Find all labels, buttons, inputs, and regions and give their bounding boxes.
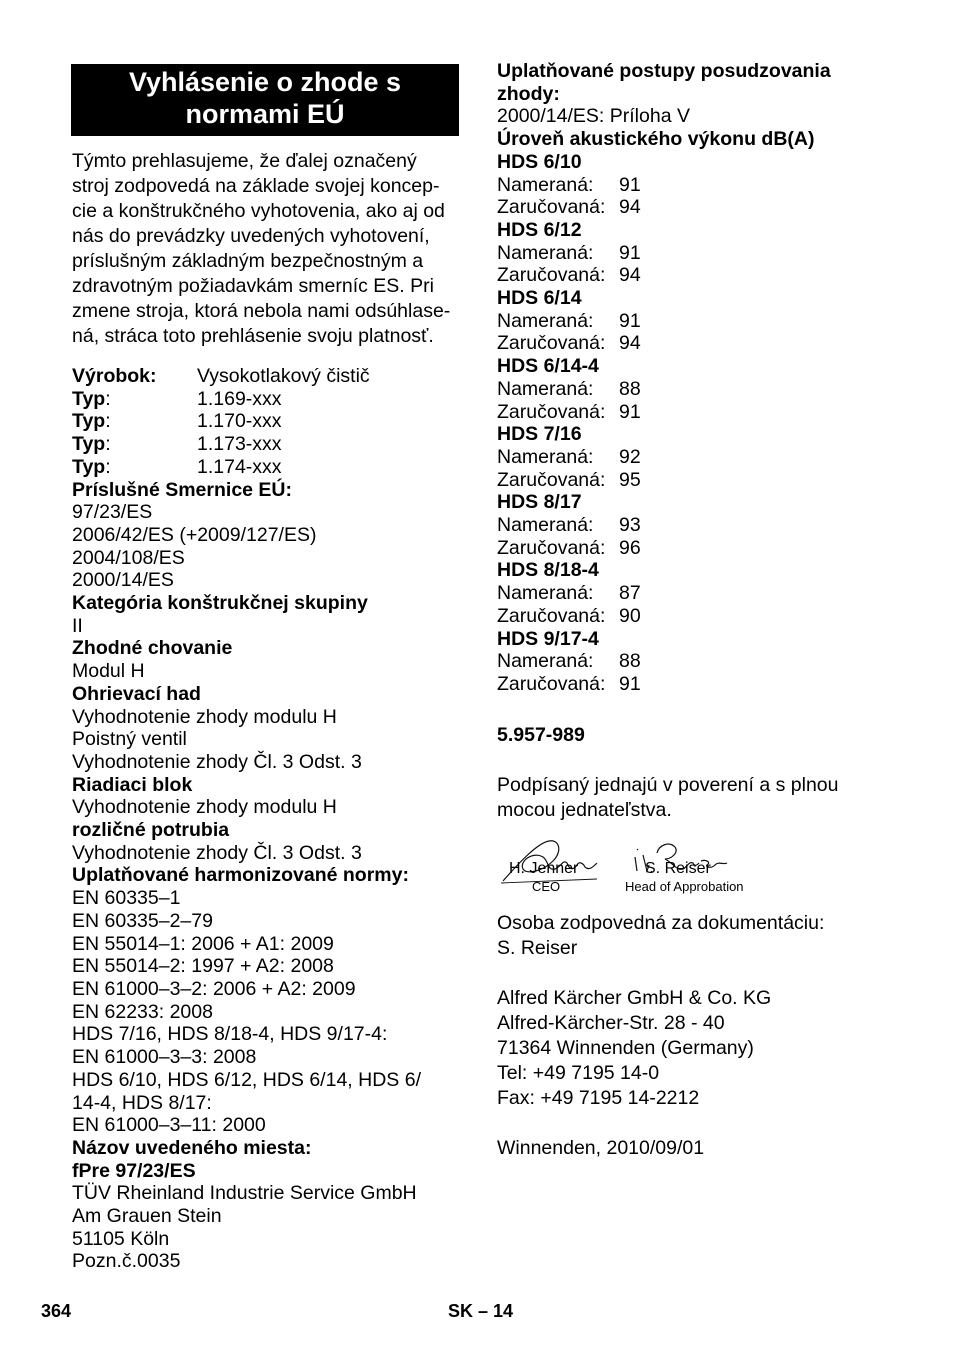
type-value: 1.169-xxx bbox=[197, 387, 282, 410]
type-row bbox=[72, 388, 462, 411]
type-label: Typ bbox=[72, 433, 106, 456]
type-colon: : bbox=[105, 455, 111, 478]
directives-heading: Príslušné Smernice EÚ: bbox=[72, 478, 293, 501]
type-label: Typ bbox=[72, 410, 106, 433]
measured-label: Nameraná: bbox=[497, 650, 594, 673]
norm-item: EN 61000–3–2: 2006 + A2: 2009 bbox=[72, 977, 356, 1000]
category-value: II bbox=[72, 614, 83, 637]
measured-value: 91 bbox=[619, 173, 641, 196]
norm-item: HDS 7/16, HDS 8/18-4, HDS 9/17-4: bbox=[72, 1023, 388, 1046]
guaranteed-value: 94 bbox=[619, 332, 641, 355]
norm-item: EN 60335–2–79 bbox=[72, 909, 213, 932]
address-line: Alfred Kärcher GmbH & Co. KG bbox=[497, 987, 772, 1010]
address-line: Alfred-Kärcher-Str. 28 - 40 bbox=[497, 1012, 725, 1035]
responsible-label: Osoba zodpovedná za dokumentáciu: bbox=[497, 912, 825, 935]
guaranteed-label: Zaručovaná: bbox=[497, 468, 606, 491]
intro-line: zdravotným požiadavkám smerníc ES. Pri bbox=[72, 275, 434, 297]
directive-item: 2004/108/ES bbox=[72, 546, 185, 569]
measured-label: Nameraná: bbox=[497, 582, 594, 605]
norm-item: EN 61000–3–3: 2008 bbox=[72, 1046, 257, 1069]
measured-label: Nameraná: bbox=[497, 241, 594, 264]
guaranteed-value: 94 bbox=[619, 196, 641, 219]
guaranteed-value: 95 bbox=[619, 468, 641, 491]
type-row bbox=[72, 410, 462, 433]
norm-item: 14-4, HDS 8/17: bbox=[72, 1091, 212, 1114]
responsible-name: S. Reiser bbox=[497, 937, 578, 960]
heating-line: Vyhodnotenie zhody modulu H bbox=[72, 705, 337, 728]
norm-item: EN 62233: 2008 bbox=[72, 1000, 213, 1023]
section-label: SK – 14 bbox=[448, 1301, 514, 1321]
measured-value: 88 bbox=[619, 377, 641, 400]
measured-label: Nameraná: bbox=[497, 514, 594, 537]
product-label: Výrobok: bbox=[72, 365, 157, 387]
model-block bbox=[497, 491, 897, 559]
guaranteed-label: Zaručovaná: bbox=[497, 536, 606, 559]
intro-line: zmene stroja, ktorá nebola nami odsúhlase- bbox=[72, 300, 451, 322]
measured-value: 87 bbox=[619, 582, 641, 605]
guaranteed-label: Zaručovaná: bbox=[497, 672, 606, 695]
intro-line: stroj zodpovedá na základe svojej koncep- bbox=[72, 175, 440, 197]
model-name: HDS 6/12 bbox=[497, 218, 582, 241]
model-name: HDS 7/16 bbox=[497, 423, 582, 446]
procedures-heading-cont: zhody: bbox=[497, 82, 560, 105]
type-value: 1.170-xxx bbox=[197, 410, 282, 433]
left-column bbox=[72, 64, 462, 1273]
guaranteed-label: Zaručovaná: bbox=[497, 400, 606, 423]
model-name: HDS 9/17-4 bbox=[497, 627, 599, 650]
norm-item: HDS 6/10, HDS 6/12, HDS 6/14, HDS 6/ bbox=[72, 1068, 421, 1091]
type-value: 1.174-xxx bbox=[197, 455, 282, 478]
model-block bbox=[497, 423, 897, 491]
intro-line: cie a konštrukčného vyhotovenia, ako aj od bbox=[72, 200, 445, 222]
procedures-value: 2000/14/ES: Príloha V bbox=[497, 105, 690, 128]
guaranteed-value: 90 bbox=[619, 604, 641, 627]
measured-value: 93 bbox=[619, 514, 641, 537]
model-block bbox=[497, 355, 897, 423]
measured-value: 88 bbox=[619, 650, 641, 673]
model-block bbox=[497, 151, 897, 219]
measured-label: Nameraná: bbox=[497, 173, 594, 196]
notified-body-line: TÜV Rheinland Industrie Service GmbH bbox=[72, 1182, 417, 1205]
measured-label: Nameraná: bbox=[497, 445, 594, 468]
spec-list bbox=[72, 365, 462, 1273]
product-row bbox=[72, 365, 462, 388]
type-label: Typ bbox=[72, 387, 106, 410]
type-row bbox=[72, 433, 462, 456]
model-block bbox=[497, 628, 897, 696]
heating-heading: Ohrievací had bbox=[72, 682, 201, 705]
type-value: 1.173-xxx bbox=[197, 433, 282, 456]
intro-line: príslušným základným bezpečnostným a bbox=[72, 250, 424, 272]
model-block bbox=[497, 219, 897, 287]
signed-text-cont: mocou jednateľstva. bbox=[497, 799, 672, 822]
signed-text: Podpísaný jednajú v poverení a s plnou bbox=[497, 774, 839, 797]
norm-item: EN 55014–1: 2006 + A1: 2009 bbox=[72, 932, 334, 955]
model-name: HDS 6/14 bbox=[497, 287, 582, 310]
product-value: Vysokotlakový čistič bbox=[197, 365, 370, 387]
notified-body-line: 51105 Köln bbox=[72, 1227, 170, 1250]
pipes-value: Vyhodnotenie zhody Čl. 3 Odst. 3 bbox=[72, 841, 362, 864]
signer2-name: S. Reiser bbox=[645, 860, 711, 878]
signature-block bbox=[497, 835, 897, 911]
norms-heading: Uplatňované harmonizované normy: bbox=[72, 864, 409, 887]
pipes-heading: rozličné potrubia bbox=[72, 819, 230, 842]
procedures-heading: Uplatňované postupy posudzovania bbox=[497, 60, 831, 82]
document-number: 5.957-989 bbox=[497, 723, 585, 746]
address-line: 71364 Winnenden (Germany) bbox=[497, 1037, 754, 1060]
measured-value: 92 bbox=[619, 445, 641, 468]
norm-item: EN 55014–2: 1997 + A2: 2008 bbox=[72, 955, 334, 978]
model-name: HDS 6/14-4 bbox=[497, 355, 599, 378]
guaranteed-value: 91 bbox=[619, 672, 641, 695]
guaranteed-label: Zaručovaná: bbox=[497, 196, 606, 219]
conformity-heading: Zhodné chovanie bbox=[72, 637, 233, 660]
measured-label: Nameraná: bbox=[497, 309, 594, 332]
page-title: Vyhlásenie o zhode s normami EÚ bbox=[71, 64, 459, 136]
model-name: HDS 8/18-4 bbox=[497, 559, 599, 582]
model-name: HDS 6/10 bbox=[497, 150, 582, 173]
sound-heading: Úroveň akustického výkonu dB(A) bbox=[497, 128, 815, 151]
intro-paragraph bbox=[72, 149, 462, 349]
measured-value: 91 bbox=[619, 309, 641, 332]
place-date: Winnenden, 2010/09/01 bbox=[497, 1137, 705, 1160]
type-row bbox=[72, 456, 462, 479]
measured-value: 91 bbox=[619, 241, 641, 264]
directive-item: 2006/42/ES (+2009/127/ES) bbox=[72, 523, 317, 546]
guaranteed-label: Zaručovaná: bbox=[497, 264, 606, 287]
page-number: 364 bbox=[41, 1301, 72, 1321]
address-line: Tel: +49 7195 14-0 bbox=[497, 1062, 660, 1085]
notified-body-line: Am Grauen Stein bbox=[72, 1205, 222, 1228]
right-column bbox=[497, 60, 897, 1161]
category-heading: Kategória konštrukčnej skupiny bbox=[72, 592, 368, 615]
model-block bbox=[497, 559, 897, 627]
type-colon: : bbox=[105, 433, 111, 456]
model-name: HDS 8/17 bbox=[497, 491, 582, 514]
heating-line: Vyhodnotenie zhody Čl. 3 Odst. 3 bbox=[72, 750, 362, 773]
signer1-role: CEO bbox=[532, 879, 561, 895]
heating-line: Poistný ventil bbox=[72, 728, 187, 751]
model-block bbox=[497, 287, 897, 355]
address-line: Fax: +49 7195 14-2212 bbox=[497, 1087, 700, 1110]
directive-item: 97/23/ES bbox=[72, 501, 153, 524]
intro-line: nás do prevádzky uvedených vyhotovení, bbox=[72, 225, 430, 247]
measured-label: Nameraná: bbox=[497, 377, 594, 400]
guaranteed-label: Zaručovaná: bbox=[497, 332, 606, 355]
intro-line: Týmto prehlasujeme, že ďalej označený bbox=[72, 150, 417, 172]
type-colon: : bbox=[105, 410, 111, 433]
guaranteed-value: 94 bbox=[619, 264, 641, 287]
guaranteed-value: 96 bbox=[619, 536, 641, 559]
control-value: Vyhodnotenie zhody modulu H bbox=[72, 796, 337, 819]
notified-body-line: Pozn.č.0035 bbox=[72, 1250, 181, 1273]
notified-body-heading: Názov uvedeného miesta: bbox=[72, 1136, 312, 1159]
signer1-name: H. Jenner bbox=[509, 860, 579, 878]
signer2-role: Head of Approbation bbox=[625, 879, 744, 895]
directive-item: 2000/14/ES bbox=[72, 569, 174, 592]
norm-item: EN 61000–3–11: 2000 bbox=[72, 1114, 266, 1137]
guaranteed-label: Zaručovaná: bbox=[497, 604, 606, 627]
intro-line: ná, stráca toto prehlásenie svoju platnosť. bbox=[72, 325, 434, 347]
conformity-value: Modul H bbox=[72, 660, 145, 683]
guaranteed-value: 91 bbox=[619, 400, 641, 423]
norm-item: EN 60335–1 bbox=[72, 887, 181, 910]
control-heading: Riadiaci blok bbox=[72, 773, 193, 796]
type-colon: : bbox=[105, 387, 111, 410]
type-label: Typ bbox=[72, 455, 106, 478]
notified-body-sub: fPre 97/23/ES bbox=[72, 1159, 196, 1182]
